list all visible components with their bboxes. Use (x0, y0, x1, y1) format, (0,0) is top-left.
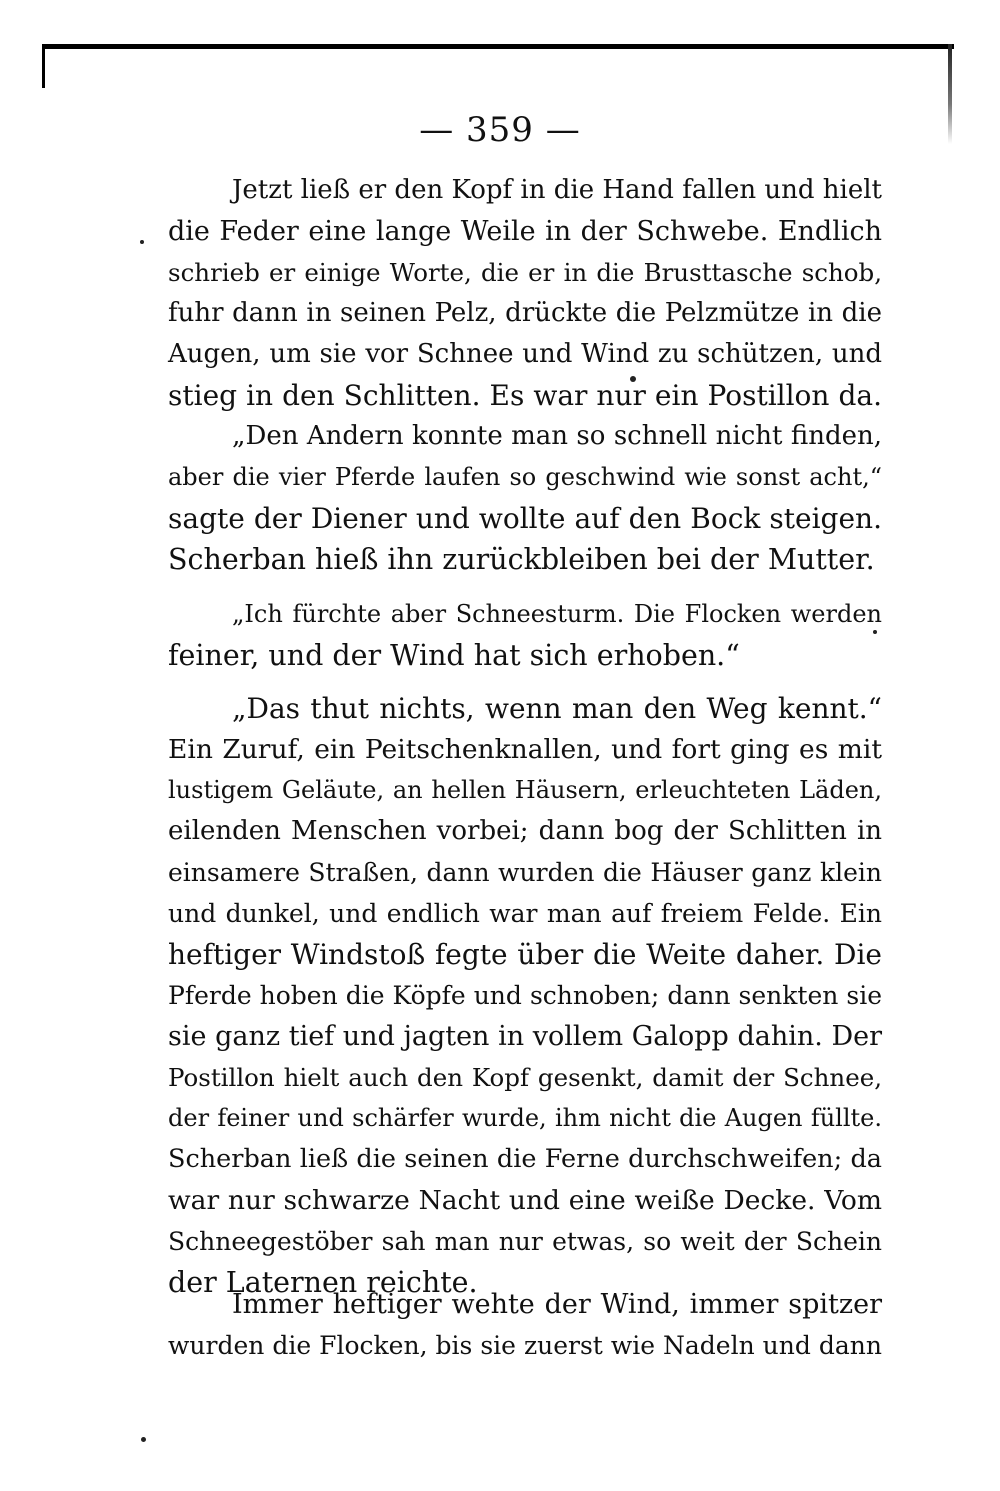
page-number: — 359 — (419, 110, 581, 150)
text-line: aber die vier Pferde laufen so geschwind wie sonst acht,“ (168, 463, 882, 491)
text-line: stieg in den Schlitten. Es war nur ein Postillon da. (168, 379, 882, 412)
text-line: Schneegestöber sah man nur etwas, so weit der Schein (168, 1227, 882, 1256)
paragraph-1 (168, 170, 882, 416)
text-line: der Laternen reichte. (168, 1266, 478, 1299)
ink-speck (140, 240, 144, 244)
text-line: Postillon hielt auch den Kopf gesenkt, damit der Schnee, (168, 1063, 882, 1092)
top-border-rule (42, 44, 954, 49)
text-line: wurden die Flocken, bis sie zuerst wie Nadeln und dann (168, 1331, 882, 1360)
text-line: sagte der Diener und wollte auf den Bock steigen. (168, 502, 882, 535)
text-line: Jetzt ließ er den Kopf in die Hand fallen und hielt (232, 175, 882, 205)
text-line: Pferde hoben die Köpfe und schnoben; dann senkten sie (168, 981, 882, 1010)
text-line: schrieb er einige Worte, die er in die Brusttasche schob, (168, 258, 882, 287)
text-line: fuhr dann in seinen Pelz, drückte die Pelzmütze in die (168, 298, 882, 328)
ink-speck (141, 1437, 146, 1442)
paragraph-5 (168, 1284, 882, 1366)
text-line: Augen, um sie vor Schnee und Wind zu schützen, und (168, 339, 882, 369)
text-line: „Das thut nichts, wenn man den Weg kennt.“ (232, 692, 882, 725)
text-line: heftiger Windstoß fegte über die Weite daher. Die (168, 938, 882, 971)
text-line: lustigem Geläute, an hellen Häusern, erleuchteten Läden, (168, 776, 882, 804)
text-line: einsamere Straßen, dann wurden die Häuser ganz klein (168, 858, 882, 887)
text-line: die Feder eine lange Weile in der Schwebe. Endlich (168, 216, 882, 247)
text-line: feiner, und der Wind hat sich erhoben.“ (168, 639, 740, 672)
text-line: der feiner und schärfer wurde, ihm nicht die Augen füllte. (168, 1104, 882, 1132)
text-line: Ein Zuruf, ein Peitschenknallen, und fort ging es mit (168, 734, 882, 765)
text-line: sie ganz tief und jagten in vollem Galopp dahin. Der (168, 1021, 882, 1052)
text-line: und dunkel, und endlich war man auf freiem Felde. Ein (168, 899, 882, 928)
text-line: Scherban hieß ihn zurückbleiben bei der Mutter. (168, 543, 875, 576)
text-line: „Den Andern konnte man so schnell nicht finden, (232, 421, 882, 451)
left-border-tick (42, 44, 45, 88)
text-line: „Ich fürchte aber Schneesturm. Die Flocken werden (232, 600, 882, 628)
text-line: eilenden Menschen vorbei; dann bog der Schlitten in (168, 816, 882, 846)
paragraph-3 (168, 594, 882, 676)
paragraph-2 (168, 416, 882, 580)
text-line: Scherban ließ die seinen die Ferne durchschweifen; da (168, 1144, 882, 1174)
paragraph-4 (168, 688, 882, 1303)
text-line: Immer heftiger wehte der Wind, immer spitzer (232, 1289, 882, 1320)
text-line: war nur schwarze Nacht und eine weiße Decke. Vom (168, 1185, 882, 1216)
